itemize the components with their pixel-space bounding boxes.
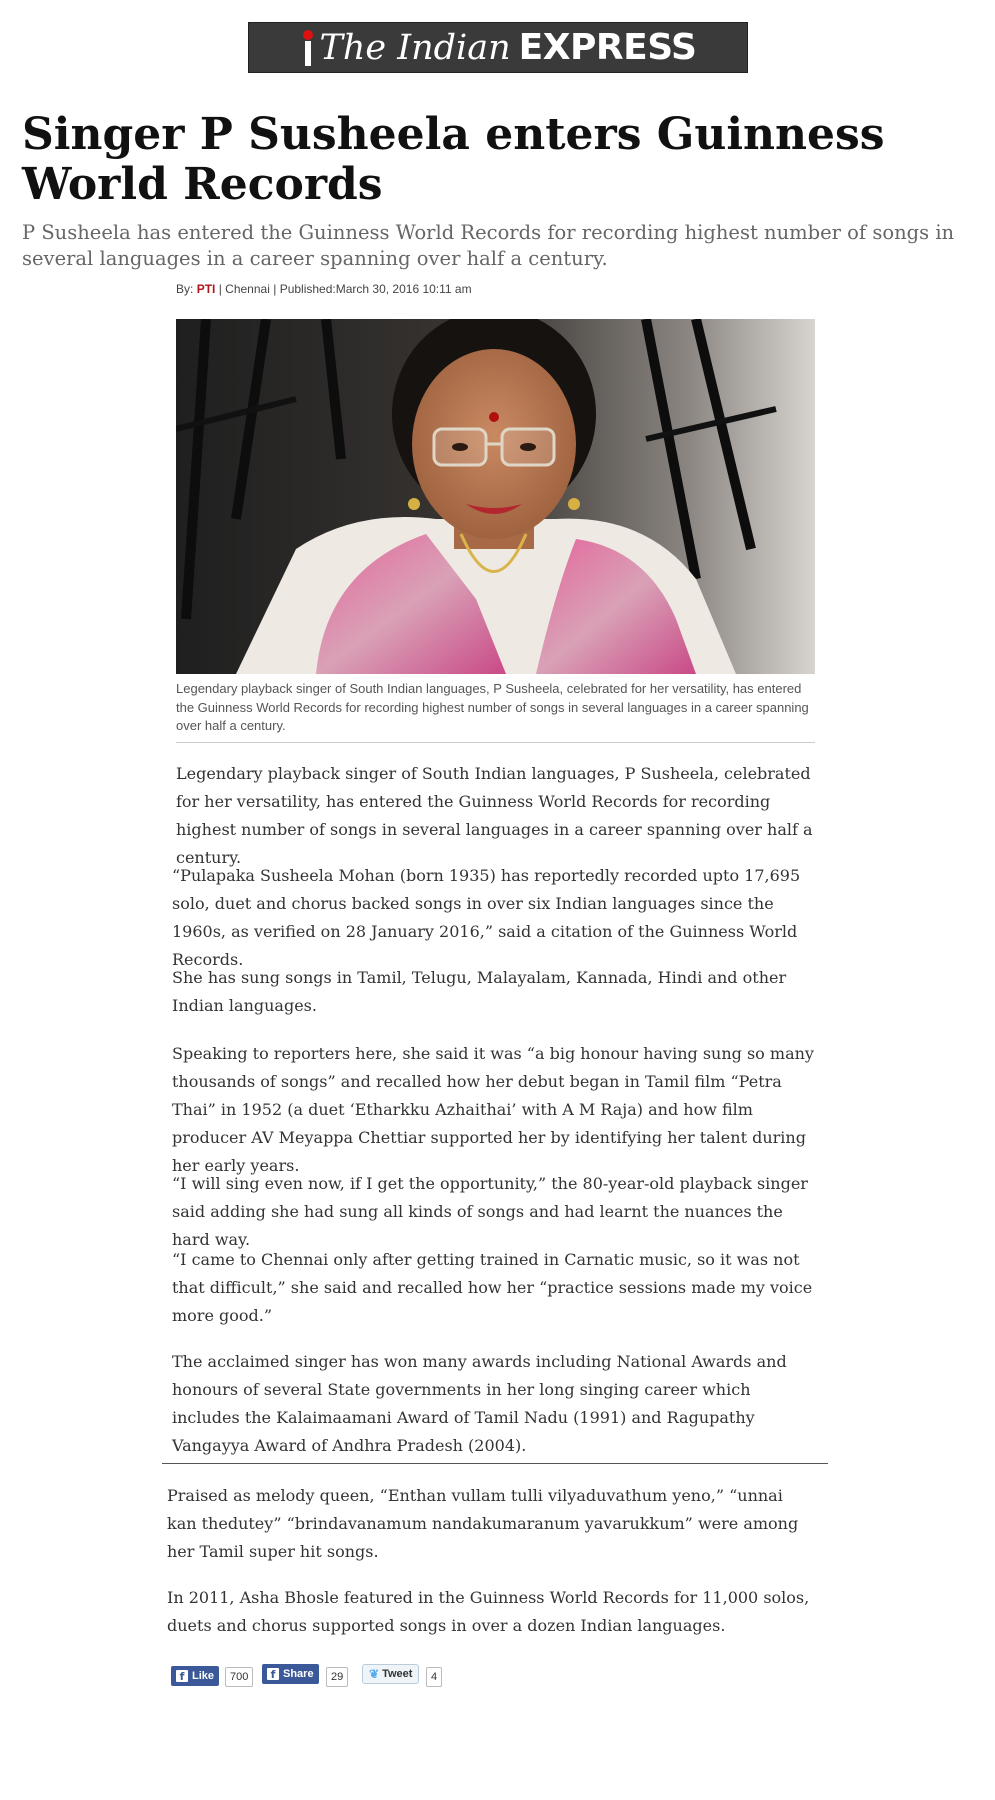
article-paragraph: In 2011, Asha Bhosle featured in the Guinness World Records for 11,000 solos, duets and chorus supported songs in over a dozen Indian languages. — [167, 1588, 810, 1635]
content-divider — [162, 1463, 828, 1464]
facebook-share-button[interactable] — [262, 1664, 319, 1684]
byline-published-date: March 30, 2016 10:11 am — [335, 282, 472, 296]
site-logo[interactable] — [248, 22, 748, 73]
article-paragraph: Praised as melody queen, “Enthan vullam tulli vilyaduvathum yeno,” “unnai kan thedutey” “brindavanamum nandakumaranum yavarukkum” were among her Tamil super hit songs. — [167, 1486, 799, 1561]
logo-figure-icon — [300, 28, 316, 68]
tweet-count: 4 — [426, 1667, 442, 1687]
article-paragraph: The acclaimed singer has won many awards including National Awards and honours of several State governments in her long singing career which includes the Kalaimaamani Award of Tamil Nadu (1991) and Ragupathy Vangayya Award of Andhra Pradesh (2004). — [172, 1352, 787, 1455]
byline — [176, 282, 472, 296]
photo-caption: Legendary playback singer of South Indian languages, P Susheela, celebrated for her versatility, has entered the Guinness World Records for recording highest number of songs in several languages in a career spanning over half a century. — [176, 680, 815, 743]
article-paragraph: Legendary playback singer of South Indian languages, P Susheela, celebrated for her versatility, has entered the Guinness World Records for recording highest number of songs in several languages in a career spanning over half a century. — [176, 764, 813, 867]
article-paragraph: She has sung songs in Tamil, Telugu, Malayalam, Kannada, Hindi and other Indian languages. — [172, 968, 787, 1015]
facebook-share-label: Share — [283, 1668, 314, 1680]
facebook-share-count: 29 — [326, 1667, 348, 1687]
logo-text-the-indian: The Indian — [319, 27, 511, 68]
tweet-button[interactable] — [362, 1664, 419, 1684]
byline-author[interactable]: PTI — [196, 282, 216, 296]
article-paragraph: “I will sing even now, if I get the opportunity,” the 80-year-old playback singer said adding she had sung all kinds of songs and had learnt the nuances the hard way. — [172, 1174, 808, 1249]
facebook-like-label: Like — [192, 1670, 215, 1682]
tweet-label: Tweet — [382, 1668, 413, 1680]
byline-separator: | — [218, 282, 222, 296]
twitter-bird-icon: ❦ — [369, 1667, 380, 1681]
article-paragraph: Speaking to reporters here, she said it was “a big honour having sung so many thousands of songs” and recalled how her debut began in Tamil film “Petra Thai” in 1952 (a duet ‘Etharkku Azhaithai’ with A M Raja) and how film producer AV Meyappa Chettiar supported her by identifying her talent during her early years. — [172, 1044, 814, 1175]
article-paragraph: “Pulapaka Susheela Mohan (born 1935) has reportedly recorded upto 17,695 solo, duet and chorus backed songs in over six Indian languages since the 1960s, as verified on 28 January 2016,” said a citation of the Guinness World Records. — [172, 866, 801, 969]
byline-location: Chennai — [225, 282, 270, 296]
byline-published-label: Published: — [279, 282, 336, 296]
logo-text-express: EXPRESS — [518, 27, 697, 68]
article-photo — [176, 319, 815, 674]
facebook-like-button[interactable] — [171, 1666, 219, 1686]
article-title: Singer P Susheela enters Guinness World Records — [22, 109, 885, 210]
facebook-icon: f — [176, 1670, 188, 1682]
facebook-icon: f — [267, 1668, 279, 1680]
byline-separator: | — [273, 282, 277, 296]
facebook-like-count: 700 — [225, 1667, 253, 1687]
article-paragraph: “I came to Chennai only after getting trained in Carnatic music, so it was not that difficult,” she said and recalled how her “practice sessions made my voice more good.” — [172, 1250, 813, 1325]
byline-prefix: By: — [176, 282, 194, 296]
article-summary: P Susheela has entered the Guinness World Records for recording highest number of songs in several languages in a career spanning over half a century. — [22, 221, 955, 270]
